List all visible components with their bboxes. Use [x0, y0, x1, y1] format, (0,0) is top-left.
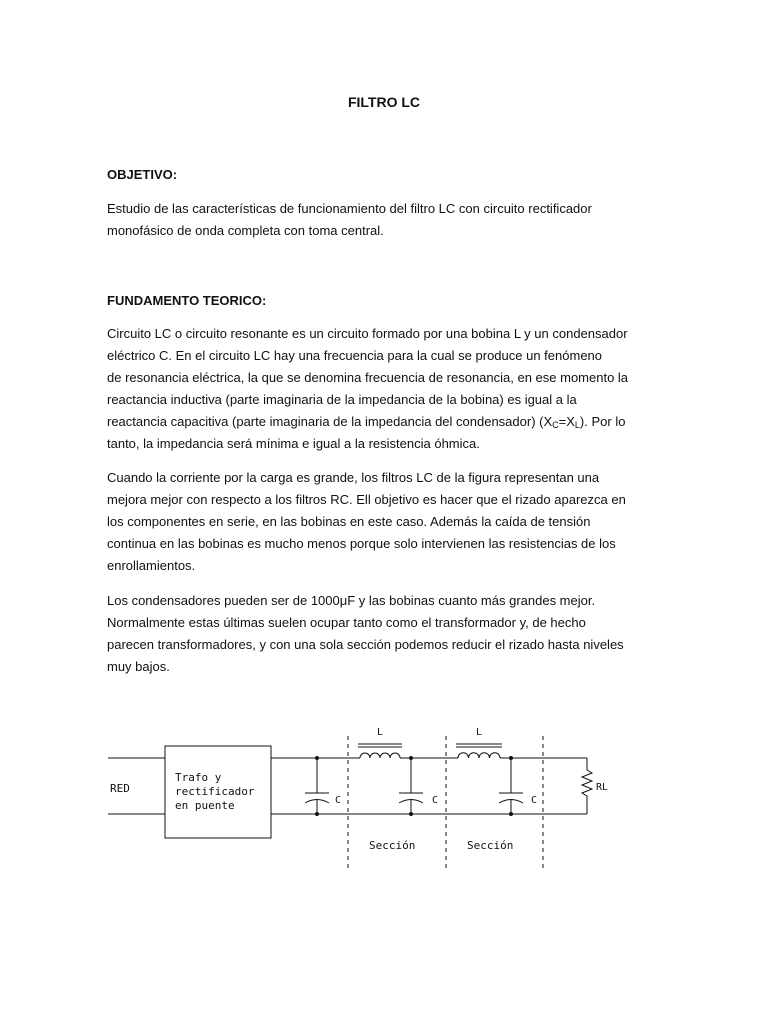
subscript-l: L: [574, 420, 580, 430]
junction-dot: [315, 756, 319, 760]
formula-text-end: ). Por lo: [579, 414, 626, 429]
subscript-c: C: [552, 420, 559, 430]
paragraph-line: Cuando la corriente por la carga es grande, los filtros LC de la figura representan una: [107, 470, 600, 485]
theory-paragraph-3: [107, 590, 667, 678]
paragraph-line: monofásico de onda completa con toma central.: [107, 223, 384, 238]
block-label-line: rectificador: [175, 785, 255, 798]
load-resistor: [582, 758, 592, 814]
paragraph-line: continua en las bobinas es mucho menos porque solo intervienen las resistencias de los: [107, 536, 616, 551]
inductor-1-label: L: [377, 727, 384, 738]
paragraph-line: mejora mejor con respecto a los filtros RC. Ell objetivo es hacer que el rizado aparezca en: [107, 492, 626, 507]
paragraph-line: tanto, la impedancia será mínima e igual a la resistencia óhmica.: [107, 436, 480, 451]
lc-filter-circuit-diagram: [0, 700, 768, 890]
theory-heading: FUNDAMENTO TEORICO:: [107, 293, 267, 308]
paragraph-line: reactancia inductiva (parte imaginaria de la impedancia de la bobina) es igual a la: [107, 392, 577, 407]
paragraph-line: los componentes en serie, en las bobinas en este caso. Además la caída de tensión: [107, 514, 591, 529]
paragraph-line: de resonancia eléctrica, la que se denomina frecuencia de resonancia, en ese momento la: [107, 370, 629, 385]
paragraph-line: eléctrico C. En el circuito LC hay una frecuencia para la cual se produce un fenómeno: [107, 348, 603, 363]
section-1-label: Sección: [369, 839, 416, 852]
block-label-line: en puente: [175, 799, 235, 812]
inductor-2: [458, 753, 500, 758]
load-label: RL: [596, 782, 609, 793]
paragraph-line-formula: [107, 411, 667, 433]
section-2-label: Sección: [467, 839, 514, 852]
theory-paragraph-2: [107, 467, 667, 577]
input-label: RED: [110, 782, 130, 795]
junction-dot: [509, 812, 513, 816]
objective-paragraph: [107, 198, 667, 242]
objective-heading: OBJETIVO:: [107, 167, 178, 182]
junction-dot: [409, 812, 413, 816]
capacitor-2-label: C: [432, 795, 439, 806]
junction-dot: [315, 812, 319, 816]
inductor-1: [360, 753, 400, 758]
capacitor-1-label: C: [335, 795, 342, 806]
block-label-line: Trafo y: [175, 771, 222, 784]
formula-equals: =X: [558, 414, 575, 429]
junction-dot: [509, 756, 513, 760]
capacitor-3-label: C: [531, 795, 538, 806]
paragraph-line: Normalmente estas últimas suelen ocupar tanto como el transformador y, de hecho: [107, 615, 586, 630]
paragraph-line: Los condensadores pueden ser de 1000μF y las bobinas cuanto más grandes mejor.: [107, 593, 596, 608]
paragraph-line: Circuito LC o circuito resonante es un circuito formado por una bobina L y un condensador: [107, 326, 628, 341]
formula-text-start: reactancia capacitiva (parte imaginaria de la impedancia del condensador) (X: [107, 414, 553, 429]
theory-paragraph-1: [107, 323, 667, 455]
page-title: FILTRO LC: [347, 94, 421, 110]
inductor-2-label: L: [476, 727, 483, 738]
junction-dot: [409, 756, 413, 760]
paragraph-line: Estudio de las características de funcionamiento del filtro LC con circuito rectificador: [107, 201, 592, 216]
paragraph-line: muy bajos.: [107, 659, 170, 674]
paragraph-line: parecen transformadores, y con una sola sección podemos reducir el rizado hasta niveles: [107, 637, 624, 652]
paragraph-line: enrollamientos.: [107, 558, 196, 573]
